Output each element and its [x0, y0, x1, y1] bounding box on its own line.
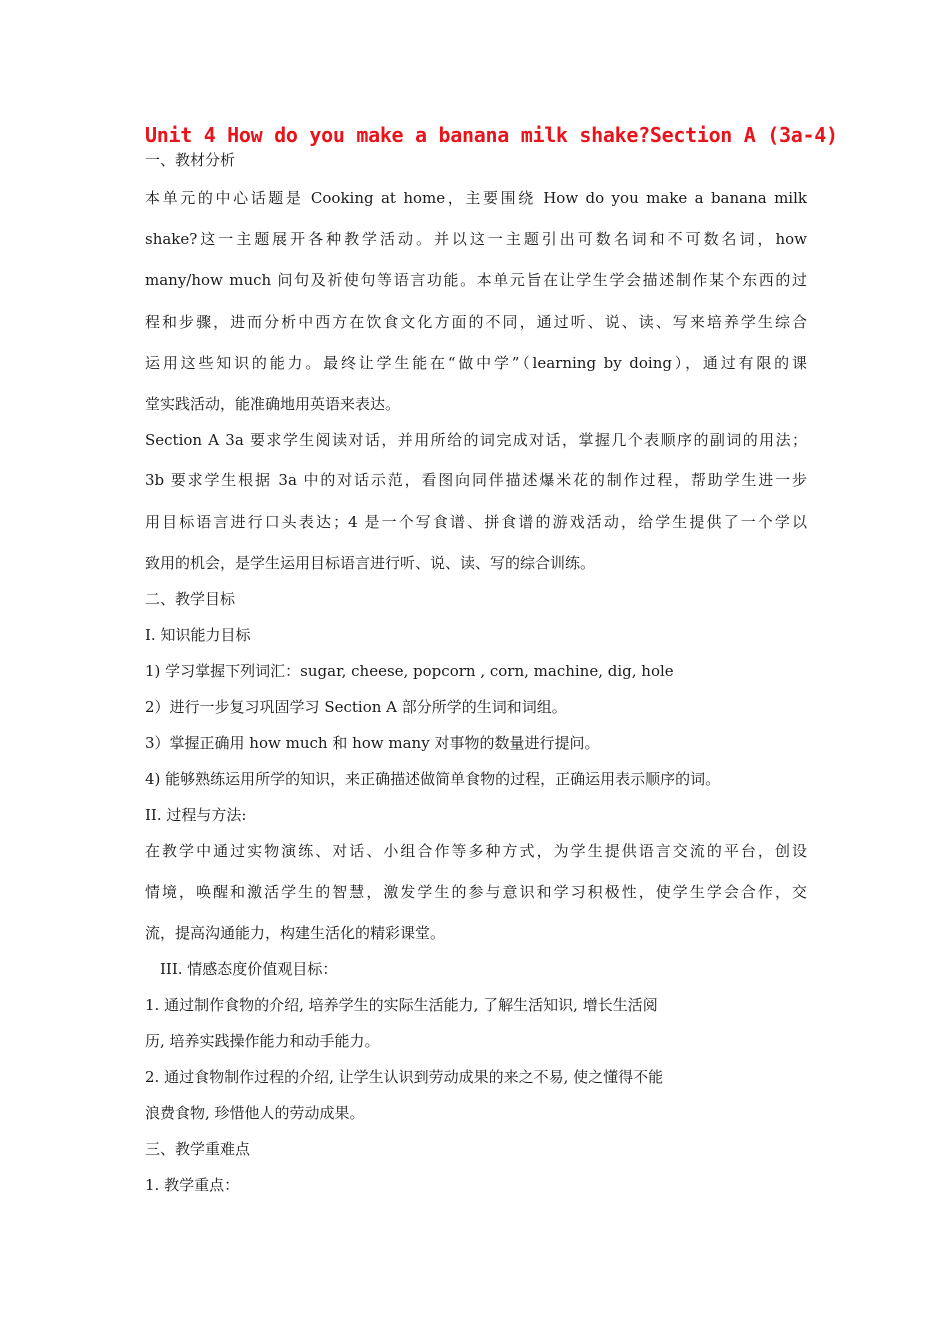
paragraph-line: 流，提高沟通能力，构建生活化的精彩课堂。 [145, 924, 446, 942]
paragraph-line: 3b 要求学生根据 3a 中的对话示范，看图向同伴描述爆米花的制作过程，帮助学生进一步 [145, 471, 807, 489]
subheading-knowledge: I. 知识能力目标 [145, 626, 251, 644]
list-item: 1) 学习掌握下列词汇：sugar, cheese, popcorn , corn, machine, dig, hole [145, 662, 674, 680]
paragraph-line: 运用这些知识的能力。最终让学生能在“做中学”（learning by doing），通过有限的课 [145, 354, 807, 372]
list-item: 2）进行一步复习巩固学习 Section A 部分所学的生词和词组。 [145, 698, 567, 716]
paragraph-line: shake?这一主题展开各种教学活动。并以这一主题引出可数名词和不可数名词，how [145, 230, 807, 248]
list-item: 2. 通过食物制作过程的介绍, 让学生认识到劳动成果的来之不易, 使之懂得不能 [145, 1068, 664, 1086]
paragraph-line: Section A 3a 要求学生阅读对话，并用所给的词完成对话，掌握几个表顺序的副词的用法； [145, 431, 807, 449]
section-heading-analysis: 一、教材分析 [145, 151, 236, 169]
list-item: 3）掌握正确用 how much 和 how many 对事物的数量进行提问。 [145, 734, 600, 752]
paragraph-line: 在教学中通过实物演练、对话、小组合作等多种方式，为学生提供语言交流的平台，创设 [145, 842, 807, 860]
paragraph-line: 致用的机会，是学生运用目标语言进行听、说、读、写的综合训练。 [145, 554, 596, 572]
section-heading-objectives: 二、教学目标 [145, 590, 236, 608]
paragraph-line: 情境，唤醒和激活学生的智慧，激发学生的参与意识和学习积极性，使学生学会合作，交 [145, 883, 807, 901]
list-item-continued: 浪费食物, 珍惜他人的劳动成果。 [145, 1104, 365, 1122]
list-item: 1. 通过制作食物的介绍, 培养学生的实际生活能力, 了解生活知识, 增长生活阅 [145, 996, 658, 1014]
subheading-process: II. 过程与方法: [145, 806, 247, 824]
list-item: 1. 教学重点： [145, 1176, 240, 1194]
paragraph-line: 用目标语言进行口头表达；4 是一个写食谱、拼食谱的游戏活动，给学生提供了一个学以 [145, 513, 807, 531]
subheading-attitude: III. 情感态度价值观目标： [160, 960, 338, 978]
paragraph-line: 本单元的中心话题是 Cooking at home，主要围绕 How do you make a banana milk [145, 189, 807, 207]
list-item: 4) 能够熟练运用所学的知识，来正确描述做简单食物的过程，正确运用表示顺序的词。 [145, 770, 721, 788]
paragraph-line: 程和步骤，进而分析中西方在饮食文化方面的不同，通过听、说、读、写来培养学生综合 [145, 313, 807, 331]
paragraph-line: many/how much 问句及祈使句等语言功能。本单元旨在让学生学会描述制作某个东西的过 [145, 271, 807, 289]
paragraph-line: 堂实践活动，能准确地用英语来表达。 [145, 395, 401, 413]
section-heading-key-points: 三、教学重难点 [145, 1140, 251, 1158]
list-item-continued: 历, 培养实践操作能力和动手能力。 [145, 1032, 380, 1050]
document-title: Unit 4 How do you make a banana milk shake?Section A (3a-4) [145, 123, 838, 147]
